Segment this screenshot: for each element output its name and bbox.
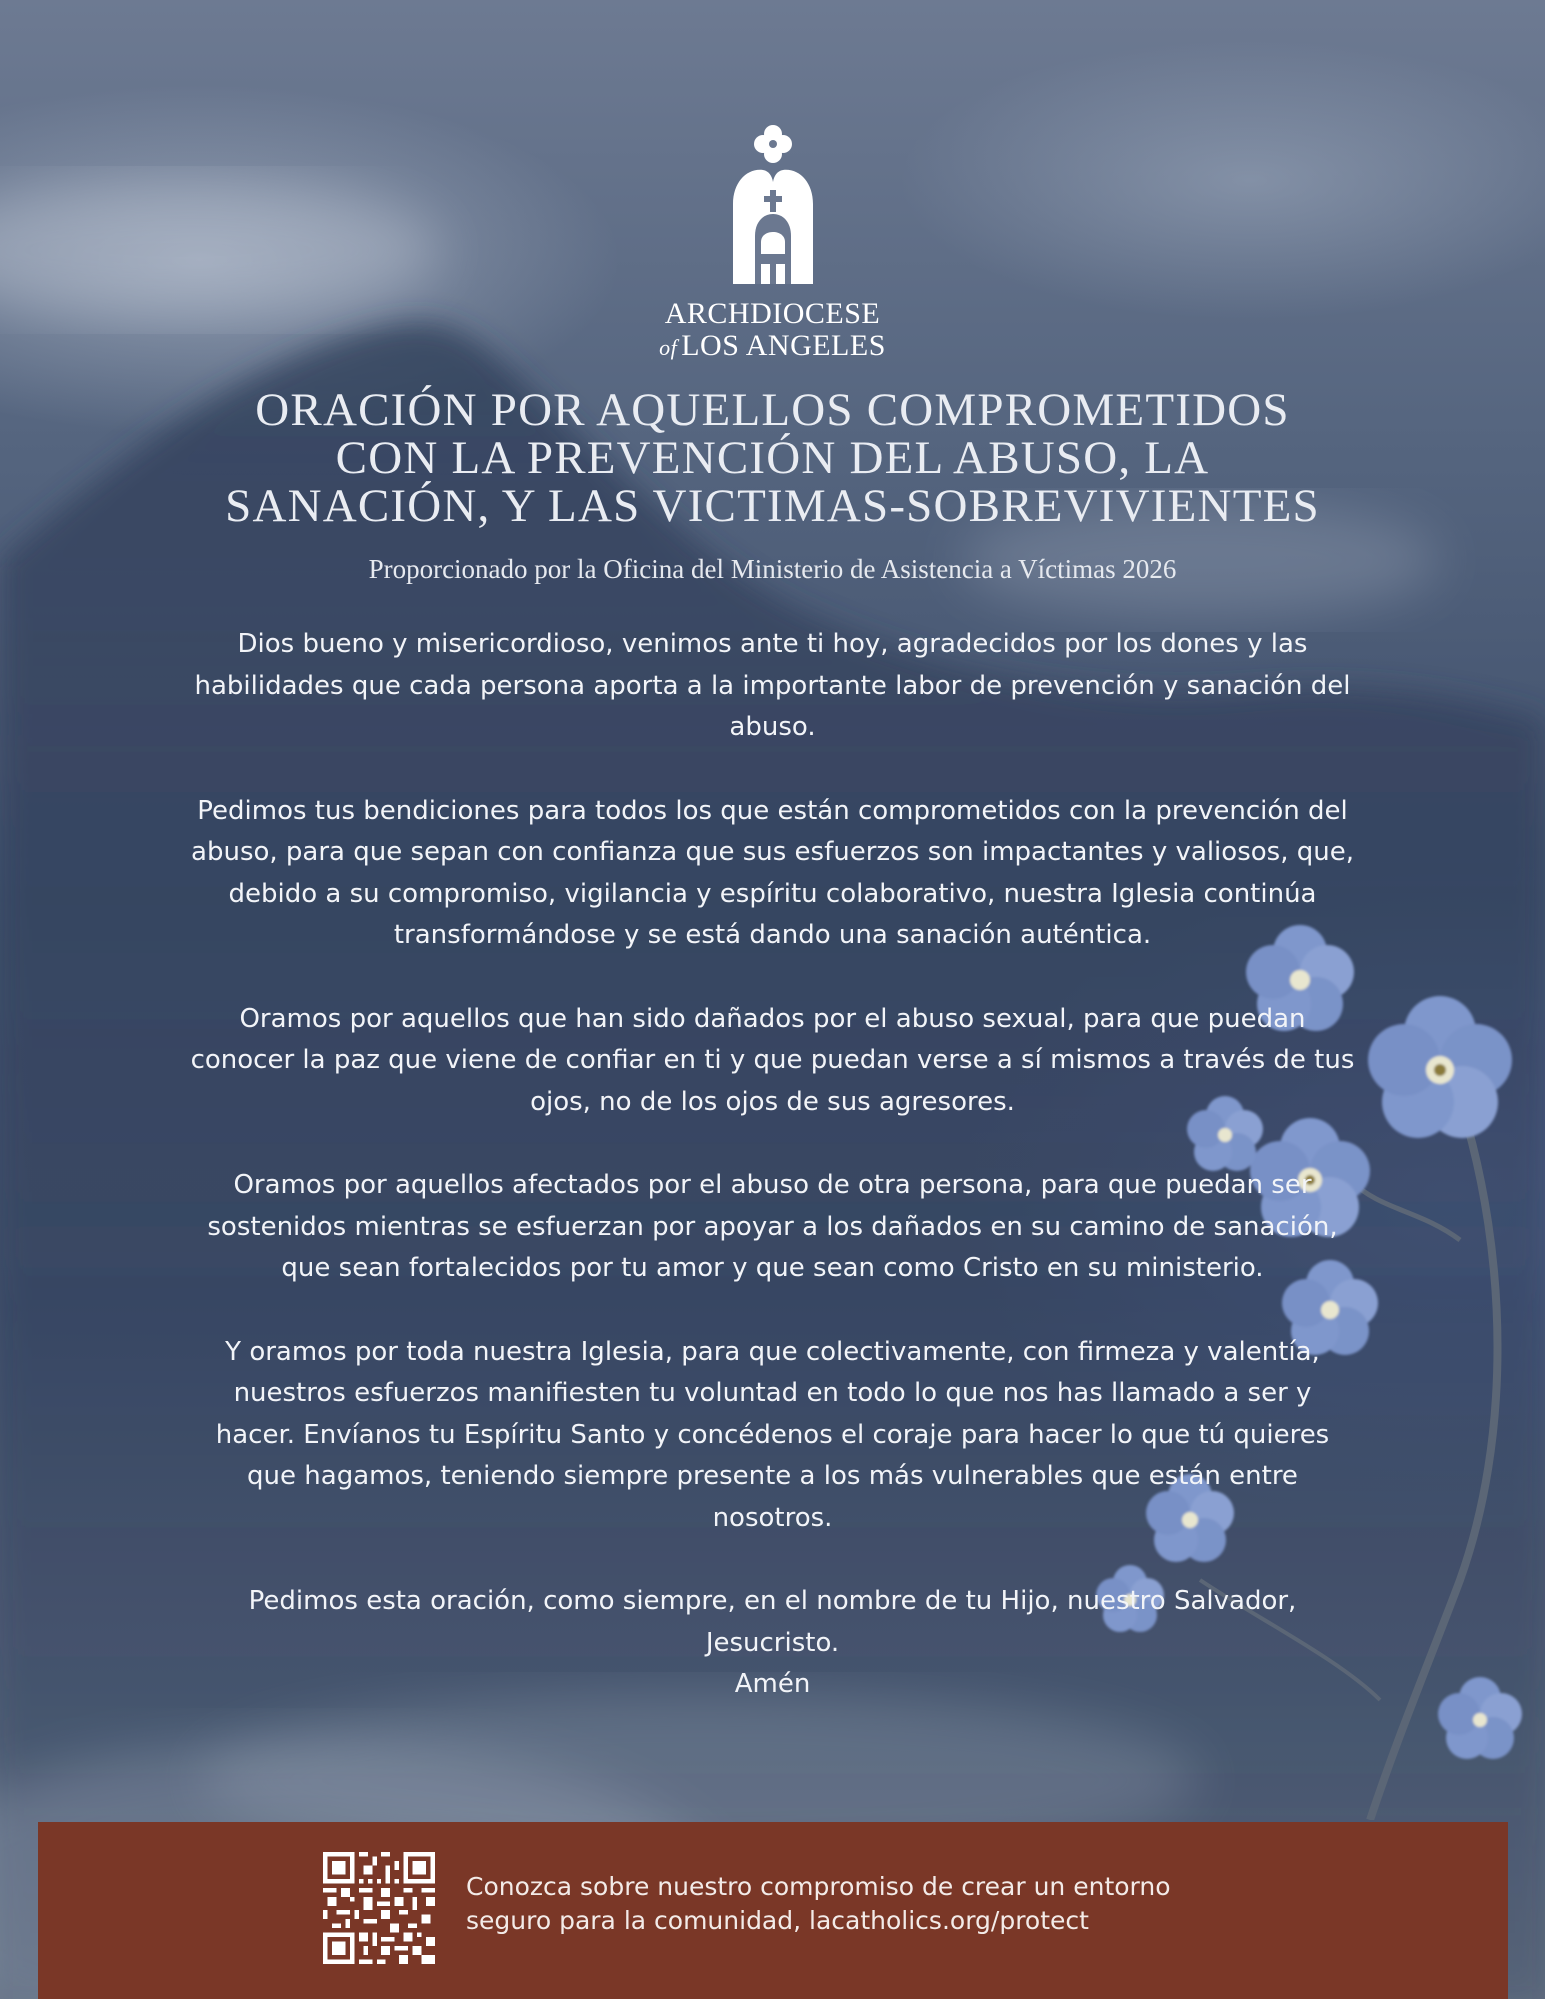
archdiocese-logo	[0, 124, 1545, 364]
title-line: ORACIÓN POR AQUELLOS COMPROMETIDOS	[255, 384, 1290, 436]
qr-code-icon[interactable]	[323, 1852, 435, 1964]
title-line: CON LA PREVENCIÓN DEL ABUSO, LA	[335, 432, 1210, 484]
page-subtitle: Proporcionado por la Oficina del Ministerio de Asistencia a Víctimas 2026	[368, 554, 1177, 584]
prayer-paragraph: Oramos por aquellos que han sido dañados por el abuso sexual, para que puedan conocer la paz que viene de confiar en ti y que puedan verse a sí mismos a través de tus ojos, no de los ojos de sus agresores.	[190, 1003, 1355, 1117]
prayer-paragraph: Pedimos tus bendiciones para todos los que están comprometidos con la prevención del abuso, para que sepan con confianza que sus esfuerzos son impactantes y valiosos, que, debido a su compromiso, vigilancia y espíritu colaborativo, nuestra Iglesia continúa transformándose y se está dando una sanación auténtica.	[191, 795, 1354, 950]
logo-text-of: of	[659, 335, 678, 360]
title-line: SANACIÓN, Y LAS VICTIMAS-SOBREVIVIENTES	[225, 480, 1320, 532]
page-title	[150, 386, 1395, 530]
prayer-paragraph: Y oramos por toda nuestra Iglesia, para que colectivamente, con firmeza y valentía, nuestros esfuerzos manifiesten tu voluntad en todo lo que nos has llamado a ser y hacer. Envíanos tu Espíritu Santo y concédenos el coraje para hacer lo que tú quieres que hagamos, teniendo siempre presente a los más vulnerables que están entre nosotros.	[215, 1336, 1330, 1533]
footer-text	[466, 1870, 1366, 1938]
archdiocese-emblem-icon	[723, 124, 823, 288]
logo-text-city: LOS ANGELES	[681, 329, 886, 362]
prayer-text	[190, 624, 1355, 1706]
logo-text-archdiocese: ARCHDIOCESE	[664, 297, 881, 330]
prayer-closing: Pedimos esta oración, como siempre, en el nombre de tu Hijo, nuestro Salvador, Jesucristo.	[248, 1586, 1297, 1658]
footer-link-line[interactable]: seguro para la comunidad, lacatholics.org/protect	[466, 1906, 1089, 1935]
footer-banner	[38, 1822, 1508, 1999]
prayer-paragraph: Oramos por aquellos afectados por el abuso de otra persona, para que puedan ser sostenidos mientras se esfuerzan por apoyar a los dañados en su camino de sanación, que sean fortalecidos por tu amor y que sean como Cristo en su ministerio.	[207, 1170, 1338, 1283]
prayer-paragraph: Dios bueno y misericordioso, venimos ante ti hoy, agradecidos por los dones y las habilidades que cada persona aporta a la importante labor de prevención y sanación del abuso.	[194, 629, 1351, 742]
logo-text-los-angeles	[0, 330, 1545, 364]
prayer-amen: Amén	[734, 1669, 811, 1699]
footer-line: Conozca sobre nuestro compromiso de crear un entorno	[466, 1872, 1171, 1901]
